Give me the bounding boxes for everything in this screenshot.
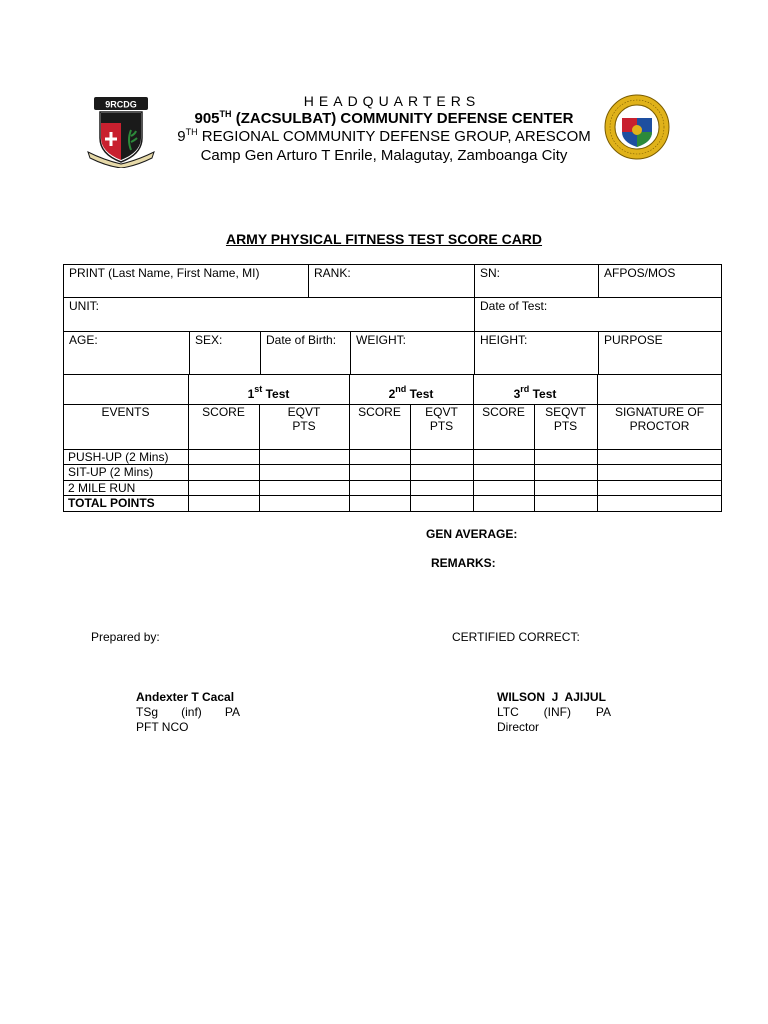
total-points-label: TOTAL POINTS [68, 496, 155, 510]
test-1-header [188, 384, 349, 401]
eqvt-2-line-b: PTS [429, 419, 454, 433]
purpose-cell[interactable] [598, 332, 721, 374]
preparer-name: Andexter T Cacal [136, 690, 235, 704]
eqvt-2-line-a: EQVT [425, 405, 458, 419]
prepared-by-label: Prepared by: [91, 630, 160, 644]
center-sup: TH [219, 109, 232, 119]
rank-cell[interactable] [308, 265, 474, 297]
eqvt-3-line-a: SEQVT [545, 405, 586, 419]
test-2-text: Test [406, 387, 434, 401]
sex-cell[interactable] [189, 332, 260, 374]
eqvt-3-header [534, 405, 597, 433]
dob-label: Date of Birth: [266, 333, 337, 347]
weight-cell[interactable] [350, 332, 474, 374]
preparer-position: PFT NCO [136, 720, 189, 734]
row-name [63, 264, 722, 298]
logo-text: 9RCDG [105, 99, 137, 110]
test-1-sup: st [254, 384, 263, 394]
director-rank-c: PA [595, 705, 611, 719]
events-header: EVENTS [101, 405, 150, 419]
row-personal [63, 331, 722, 375]
unit-label: UNIT: [69, 299, 99, 313]
preparer-rank-c: PA [224, 705, 240, 719]
eqvt-1-line-b: PTS [292, 419, 316, 433]
purpose-label: PURPOSE [604, 333, 663, 347]
grid-line [63, 464, 722, 465]
director-name: WILSON J AJIJUL [497, 690, 606, 704]
prepared-by-signatory [136, 690, 240, 735]
test-1-text: Test [262, 387, 290, 401]
weight-label: WEIGHT: [356, 333, 406, 347]
sex-label: SEX: [195, 333, 223, 347]
center-number: 905 [194, 110, 220, 127]
print-name-label: PRINT (Last Name, First Name, MI) [69, 266, 260, 280]
certified-correct-label: CERTIFIED CORRECT: [452, 630, 580, 644]
test-3-text: Test [529, 387, 557, 401]
age-cell[interactable] [64, 332, 189, 374]
gen-average-label: GEN AVERAGE: [426, 527, 518, 541]
print-name-cell[interactable] [64, 265, 308, 297]
center-name-text: (ZACSULBAT) COMMUNITY DEFENSE CENTER [231, 110, 574, 127]
row-unit [63, 297, 722, 332]
eqvt-3-line-b: PTS [553, 419, 578, 433]
height-cell[interactable] [474, 332, 598, 374]
age-label: AGE: [69, 333, 98, 347]
score-2-header: SCORE [358, 405, 401, 419]
score-3-header: SCORE [482, 405, 525, 419]
headquarters-heading: HEADQUARTERS [303, 93, 481, 109]
test-2-header [349, 384, 473, 401]
sn-label: SN: [480, 266, 501, 280]
score-1-header: SCORE [202, 405, 245, 419]
page-title: ARMY PHYSICAL FITNESS TEST SCORE CARD [225, 231, 543, 247]
test-3-header [473, 384, 597, 401]
signature-line-a: SIGNATURE OF [614, 405, 705, 419]
test-2-sup: nd [395, 384, 407, 394]
sn-cell[interactable] [474, 265, 598, 297]
afpos-cell[interactable] [598, 265, 721, 297]
eqvt-2-header [410, 405, 473, 433]
event-run: 2 MILE RUN [68, 481, 136, 495]
eqvt-1-header [259, 405, 349, 433]
preparer-rank [136, 705, 240, 720]
director-position: Director [497, 720, 540, 734]
grid-line [63, 495, 722, 496]
test-3-sup: rd [520, 384, 530, 394]
dob-cell[interactable] [260, 332, 350, 374]
date-of-test-cell[interactable] [474, 298, 721, 331]
preparer-rank-b: (inf) [181, 705, 202, 719]
group-name-text: REGIONAL COMMUNITY DEFENSE GROUP, ARESCOM [197, 128, 591, 145]
preparer-rank-a: TSg [136, 705, 159, 719]
remarks-label: REMARKS: [431, 556, 496, 570]
rank-label: RANK: [314, 266, 351, 280]
director-rank-a: LTC [497, 705, 519, 719]
signature-line-b: PROCTOR [629, 419, 690, 433]
unit-cell[interactable] [64, 298, 474, 331]
grid-line [597, 374, 598, 512]
test-2-num: 2 [388, 387, 396, 401]
test-1-num: 1 [247, 387, 255, 401]
group-name [0, 128, 768, 145]
grid-line [63, 480, 722, 481]
event-situp: SIT-UP (2 Mins) [68, 465, 154, 479]
event-pushup: PUSH-UP (2 Mins) [68, 450, 169, 464]
test-3-num: 3 [513, 387, 521, 401]
group-sup: TH [185, 127, 198, 137]
director-rank-b: (INF) [543, 705, 571, 719]
camp-address: Camp Gen Arturo T Enrile, Malagutay, Zamboanga City [200, 147, 568, 164]
eqvt-1-line-a: EQVT [287, 405, 321, 419]
signature-proctor-header [597, 405, 722, 433]
center-name [0, 110, 768, 127]
height-label: HEIGHT: [480, 333, 528, 347]
date-of-test-label: Date of Test: [480, 299, 548, 313]
group-number: 9 [177, 128, 186, 145]
certified-signatory [497, 690, 611, 735]
director-rank [497, 705, 611, 720]
afpos-label: AFPOS/MOS [604, 266, 676, 280]
